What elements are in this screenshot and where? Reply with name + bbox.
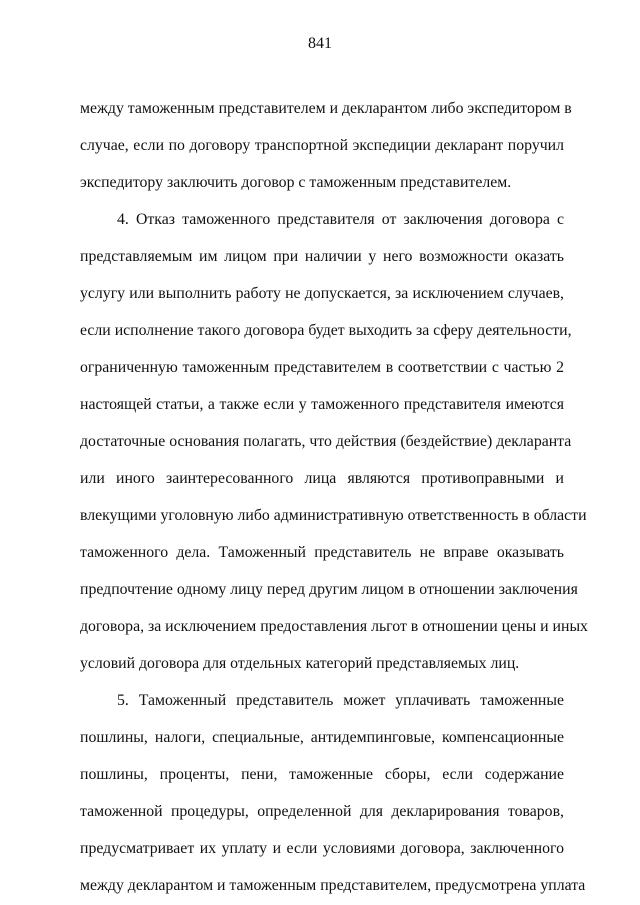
text-line: договора, за исключением предоставления льгот в отношении цены и иных xyxy=(80,618,588,635)
text-line: таможенного дела. Таможенный представитель не вправе оказывать xyxy=(80,544,564,561)
text-line: предусматривает их уплату и если условиями договора, заключенного xyxy=(80,840,564,857)
text-line: если исполнение такого договора будет выходить за сферу деятельности, xyxy=(80,322,572,339)
text-line: пошлины, проценты, пени, таможенные сборы, если содержание xyxy=(80,766,564,783)
text-line: представляемым им лицом при наличии у него возможности оказать xyxy=(80,248,564,265)
text-line: экспедитору заключить договор с таможенным представителем. xyxy=(80,174,512,191)
text-line: пошлины, налоги, специальные, антидемпинговые, компенсационные xyxy=(80,729,564,746)
text-line: достаточные основания полагать, что действия (бездействие) декларанта xyxy=(80,433,572,450)
text-line: таможенной процедуры, определенной для декларирования товаров, xyxy=(80,803,564,820)
text-line: 4. Отказ таможенного представителя от заключения договора с xyxy=(117,211,564,228)
text-line: или иного заинтересованного лица являются противоправными и xyxy=(80,470,564,487)
text-line: 5. Таможенный представитель может уплачивать таможенные xyxy=(117,692,564,709)
text-line: условий договора для отдельных категорий представляемых лиц. xyxy=(80,655,520,672)
text-line: между таможенным представителем и декларантом либо экспедитором в xyxy=(80,100,572,117)
text-line: ограниченную таможенным представителем в соответствии с частью 2 xyxy=(80,359,564,376)
text-line: случае, если по договору транспортной экспедиции декларант поручил xyxy=(80,137,564,154)
text-line: предпочтение одному лицу перед другим лицом в отношении заключения xyxy=(80,581,578,598)
text-line: настоящей статьи, а также если у таможенного представителя имеются xyxy=(80,396,564,413)
page-number: 841 xyxy=(308,35,332,52)
text-line: влекущими уголовную либо административную ответственность в области xyxy=(80,507,587,524)
text-line: между декларантом и таможенным представителем, предусмотрена уплата xyxy=(80,877,586,894)
text-line: услугу или выполнить работу не допускается, за исключением случаев, xyxy=(80,285,564,302)
